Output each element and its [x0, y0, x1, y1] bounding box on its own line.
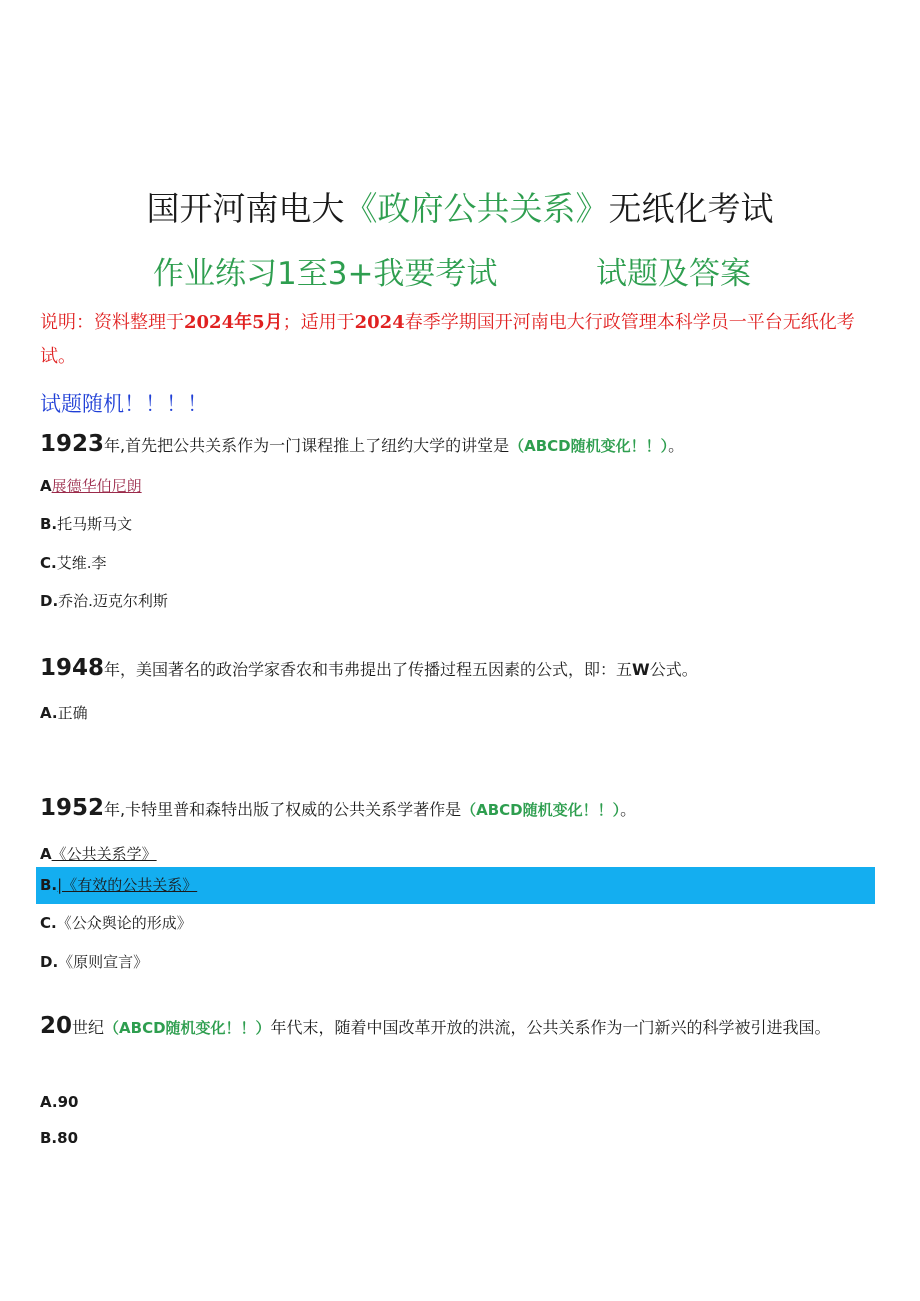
option-letter: B.	[40, 876, 58, 894]
option-a[interactable]	[40, 474, 142, 498]
option-b[interactable]	[40, 512, 132, 536]
option-letter: C.	[40, 554, 57, 572]
question-number: 20	[40, 1013, 73, 1039]
question-text: 年，美国著名的政治学家香农和韦弗提出了传播过程五因素的公式，即：五	[104, 660, 633, 679]
main-title	[0, 186, 920, 232]
question-number: 1952	[40, 795, 105, 821]
question-number: 1948	[40, 655, 105, 681]
question-number: 1923	[40, 431, 105, 457]
subtitle-left: 作业练习1至3+我要考试	[153, 256, 498, 292]
note-year: 2024	[354, 312, 405, 333]
option-text: |《有效的公共关系》	[57, 876, 198, 894]
option-c[interactable]	[40, 551, 107, 575]
title-suffix: 无纸化考试	[608, 189, 774, 228]
option-a[interactable]	[40, 701, 88, 725]
random-notice: 试题随机！！！！	[40, 392, 208, 416]
title-prefix: 国开河南电大	[146, 189, 345, 228]
option-letter: B.	[40, 515, 58, 533]
option-a[interactable]	[40, 842, 157, 866]
question-text: 年代末，随着中国改革开放的洪流，公共关系作为一门新兴的科学被引进我国。	[270, 1018, 831, 1037]
note-text-3: 春季学期国开河南电大行政管理本科学员一平台无纸化考试。	[40, 312, 855, 367]
option-text: 正确	[57, 704, 88, 722]
option-text: 《原则宣言》	[58, 953, 149, 971]
option-text: 艾维.李	[56, 554, 107, 572]
question-bold-letter: W	[632, 660, 650, 679]
subtitle-right: 试题及答案	[596, 256, 751, 292]
question-end: 。	[668, 436, 685, 455]
question-1	[40, 426, 870, 464]
option-letter: C.	[40, 914, 57, 932]
option-b[interactable]	[40, 1126, 78, 1150]
question-4	[40, 1008, 870, 1046]
option-text: 乔治.迈克尔利斯	[58, 592, 168, 610]
option-text: 80	[57, 1129, 79, 1147]
option-text: 《公众舆论的形成》	[56, 914, 192, 932]
option-letter: A	[40, 845, 52, 863]
option-letter: B.	[40, 1129, 58, 1147]
question-hint: （ABCD随机变化！！）	[509, 437, 669, 455]
option-text: 《公共关系学》	[51, 845, 157, 863]
question-end: 。	[620, 800, 637, 819]
option-letter: A.	[40, 704, 58, 722]
option-text: 90	[57, 1093, 79, 1111]
question-text: 年,首先把公共关系作为一门课程推上了纽约大学的讲堂是	[104, 436, 510, 455]
option-d[interactable]	[40, 589, 168, 613]
question-3	[40, 790, 870, 828]
question-pre: 世纪	[72, 1018, 105, 1037]
option-letter: D.	[40, 592, 59, 610]
question-text: 年,卡特里普和森特出版了权威的公共关系学著作是	[104, 800, 462, 819]
description-note	[40, 306, 880, 374]
option-letter: A.	[40, 1093, 58, 1111]
option-c[interactable]	[40, 911, 192, 935]
note-date: 2024年5月	[184, 312, 283, 333]
option-text[interactable]: 展德华伯尼朗	[51, 477, 142, 495]
question-hint: （ABCD随机变化！！）	[461, 801, 621, 819]
option-text: 托马斯马文	[57, 515, 133, 533]
title-course: 《政府公共关系》	[344, 189, 609, 228]
option-letter: A	[40, 477, 52, 495]
note-text-1: 说明：资料整理于	[40, 312, 184, 333]
option-a[interactable]	[40, 1090, 78, 1114]
question-2	[40, 650, 870, 688]
option-d[interactable]	[40, 950, 148, 974]
question-end: 公式。	[649, 660, 698, 679]
note-text-2: ；适用于	[282, 312, 355, 333]
option-b[interactable]	[40, 873, 197, 897]
question-hint: （ABCD随机变化！！）	[104, 1019, 271, 1037]
option-letter: D.	[40, 953, 59, 971]
